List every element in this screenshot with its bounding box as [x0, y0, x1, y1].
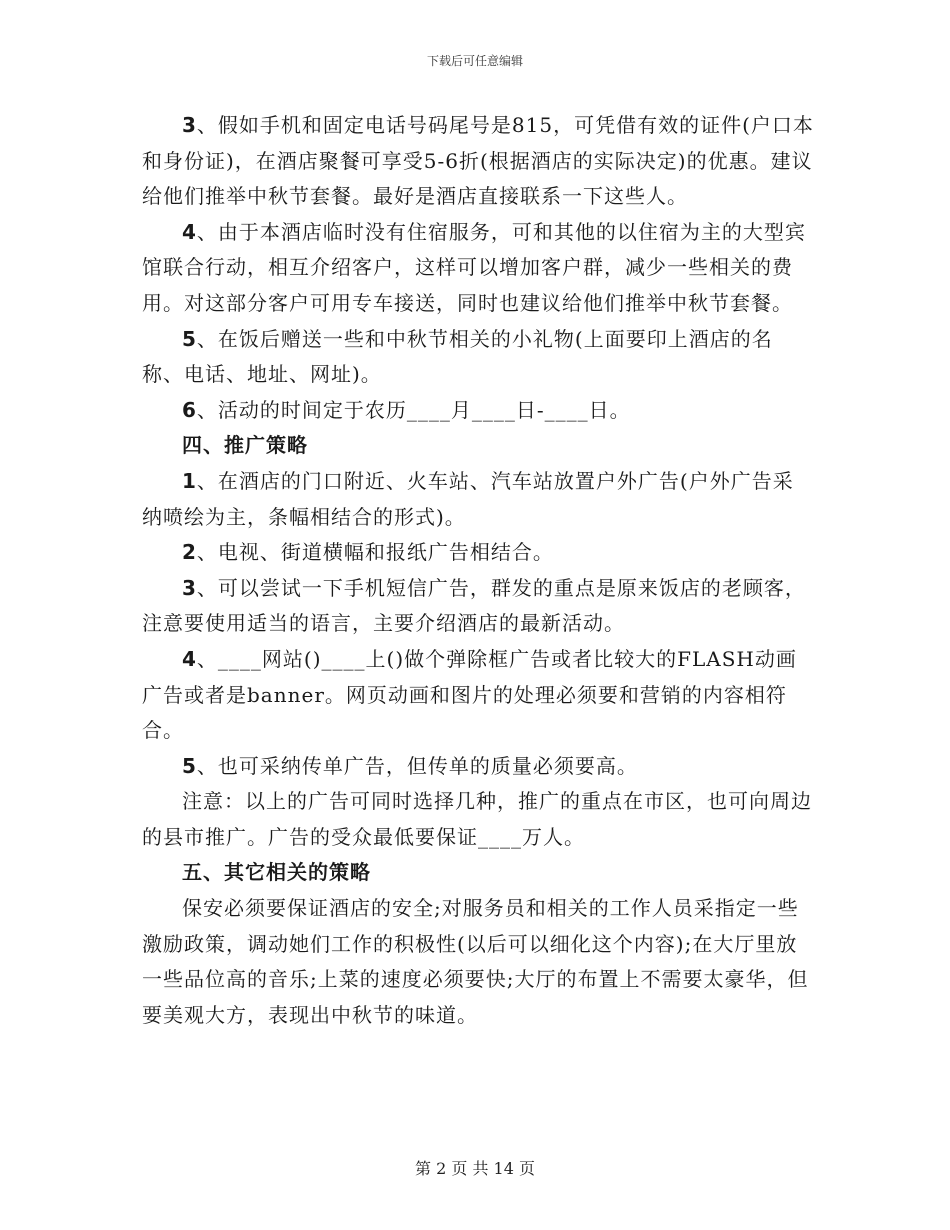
paragraph-other-strategies: 保安必须要保证酒店的安全;对服务员和相关的工作人员采指定一些激励政策，调动她们工作的积极性(以后可以细化这个内容);在大厅里放一些品位高的音乐;上菜的速度必须要快;大厅的布置上不需要太豪华，但要美观大方，表现出中秋节的味道。 — [142, 896, 809, 1027]
paragraph-item-3 — [142, 108, 814, 215]
paragraph-promo-5 — [142, 749, 814, 785]
document-body — [142, 108, 814, 1033]
paragraph-item-6 — [142, 393, 814, 429]
paragraph-promo-4 — [142, 642, 814, 749]
paragraph-text: 、可以尝试一下手机短信广告，群发的重点是原来饭店的老顾客，注意要使用适当的语言，主要介绍酒店的最新活动。 — [142, 575, 806, 636]
paragraph-text: 、在酒店的门口附近、火车站、汽车站放置户外广告(户外广告采纳喷绘为主，条幅相结合的形式)。 — [142, 468, 794, 529]
paragraph-promo-2 — [142, 535, 814, 571]
section-heading-promotion: 四、推广策略 — [182, 433, 308, 458]
paragraph-text: 、也可采纳传单广告，但传单的质量必须要高。 — [196, 753, 638, 778]
paragraph-note: 注意：以上的广告可同时选择几种，推广的重点在市区，也可向周边的县市推广。广告的受众最低要保证____万人。 — [142, 789, 812, 849]
paragraph-promo-3 — [142, 571, 814, 642]
item-number: 5 — [182, 326, 197, 351]
paragraph-text: 、假如手机和固定电话号码尾号是815，可凭借有效的证件(户口本和身份证)，在酒店聚餐可享受5-6折(根据酒店的实际决定)的优惠。建议给他们推举中秋节套餐。最好是酒店直接联系一下这些人。 — [142, 113, 814, 209]
paragraph-text: 、电视、街道横幅和报纸广告相结合。 — [196, 540, 554, 565]
paragraph-item-4 — [142, 215, 814, 322]
item-number: 6 — [182, 397, 197, 422]
section-heading-other: 五、其它相关的策略 — [182, 860, 371, 885]
paragraph-text: 、____网站()____上()做个弹除框广告或者比较大的FLASH动画广告或者是banner。网页动画和图片的处理必须要和营销的内容相符合。 — [142, 646, 797, 743]
paragraph-item-5 — [142, 322, 814, 393]
item-number: 5 — [182, 753, 197, 778]
paragraph-promo-1 — [142, 464, 814, 535]
paragraph-text: 、由于本酒店临时没有住宿服务，可和其他的以住宿为主的大型宾馆联合行动，相互介绍客户，这样可以增加客户群，减少一些相关的费用。对这部分客户可用专车接送，同时也建议给他们推举中秋节套餐。 — [142, 219, 806, 315]
item-number: 3 — [182, 575, 197, 600]
paragraph-text: 、活动的时间定于农历____月____日-____日。 — [196, 397, 631, 422]
item-number: 3 — [182, 113, 197, 137]
item-number: 4 — [182, 219, 197, 244]
item-number: 1 — [182, 468, 197, 493]
item-number: 2 — [182, 540, 197, 565]
page-header-note: 下载后可任意编辑 — [426, 54, 523, 68]
item-number: 4 — [182, 646, 197, 671]
page-footer-page-number: 第 2 页 共 14 页 — [415, 1159, 535, 1178]
paragraph-text: 、在饭后赠送一些和中秋节相关的小礼物(上面要印上酒店的名称、电话、地址、网址)。 — [142, 326, 773, 387]
